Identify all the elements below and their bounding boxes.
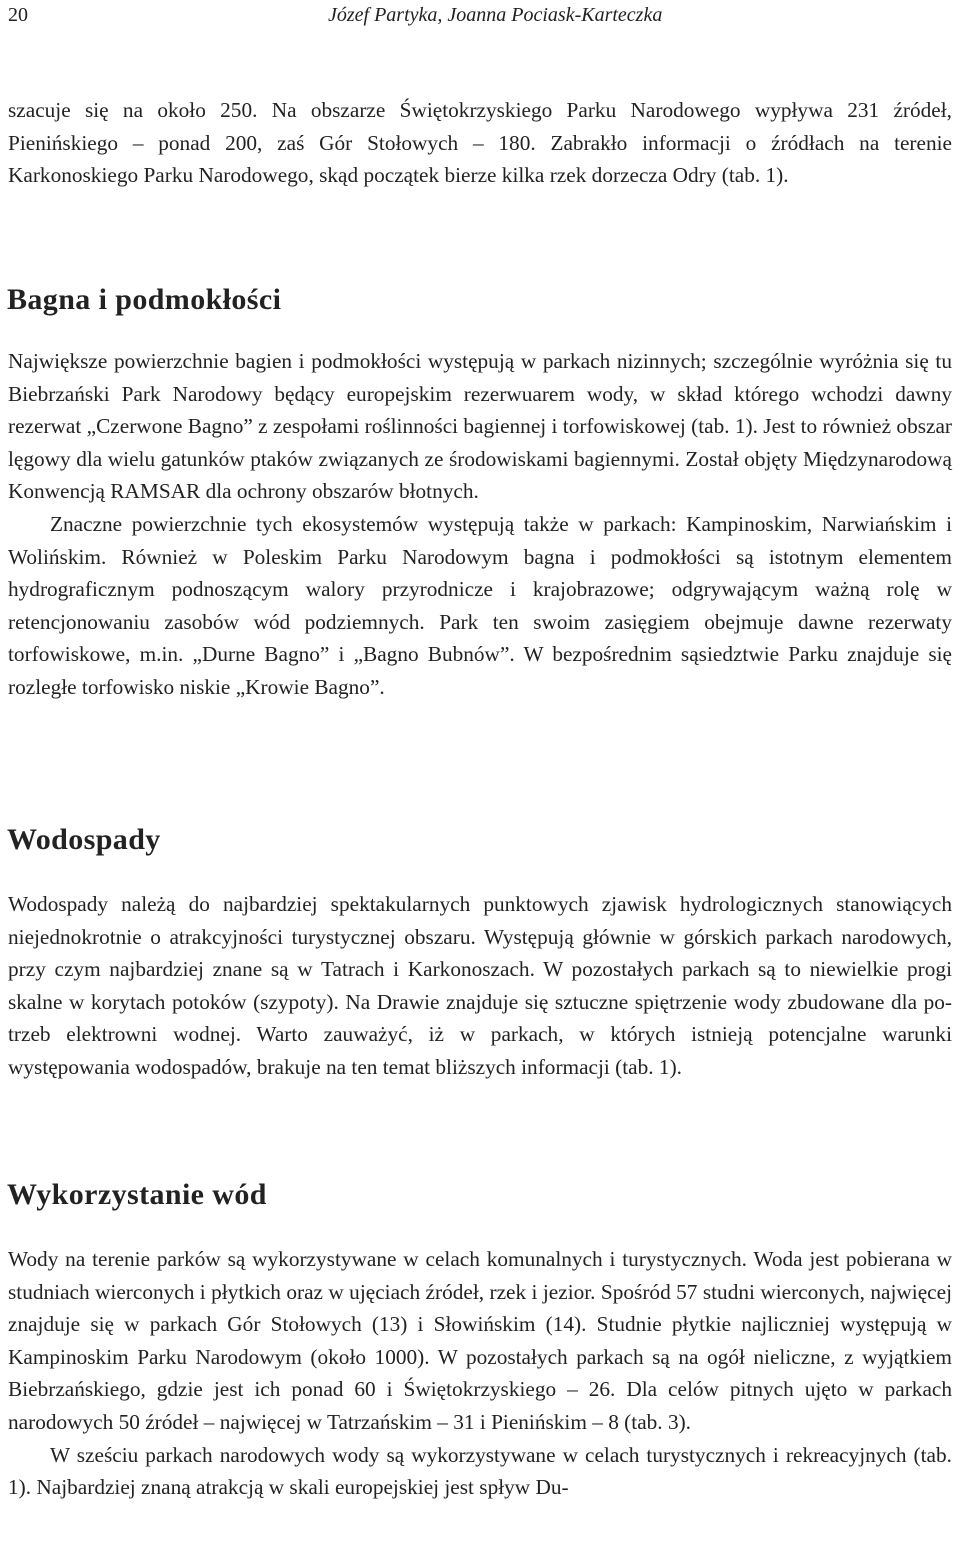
section-heading-wodospady: Wodospady: [7, 823, 161, 856]
paragraph: Wody na terenie parków są wykorzystywane w celach komunalnych i turystycznych. Woda jest pobierana w studniach wierconych i płytkich oraz w ujęciach źródeł, rzek i jezior. Spośród 57 studni wierconych, najwięcej znajduje się w parkach Gór Stołowych (13) i Słowińskim (14). Studnie płytkie najliczniej występują w Kampinoskim Parku Narodowym (około 1000). W pozostałych parkach są na ogół nieliczne, z wyjątkiem Biebrzańskiego, gdzie jest ich ponad 60 i Świętokrzyskiego – 26. Dla celów pitnych ujęto w parkach narodowych 50 źródeł – najwięcej w Tatrzańskim – 31 i Pienińskim – 8 (tab. 3).: [8, 1247, 952, 1434]
intro-text: [8, 94, 952, 192]
section-heading-bagna: Bagna i podmokłości: [7, 283, 282, 316]
section-heading-wykorzystanie-wod: Wykorzystanie wód: [7, 1178, 267, 1211]
paragraph: Znaczne powierzchnie tych ekosystemów występują także w parkach: Kampinoskim, Narwiańskim i Wolińskim. Również w Poleskim Parku Narodowym bagna i podmokłości są istotnym elementem hydrograficznym podnoszącym walory przyrodnicze i krajobrazowe; odgrywającym ważną rolę w retencjonowaniu zasobów wód podziemnych. Park ten swoim zasięgiem obejmuje dawne rezerwaty torfowiskowe, m.in. „Durne Bagno” i „Bagno Bubnów”. W bezpośrednim sąsiedztwie Parku znajduje się rozległe torfowisko niskie „Krowie Bagno”.: [8, 511, 952, 699]
paragraph: Wodospady należą do najbardziej spektakularnych punktowych zjawisk hydrologicznych stanowiących niejednokrotnie o atrakcyjności turystycznej obszaru. Występują głównie w górskich parkach narodowych, przy czym najbardziej znane są w Tatrach i Karkonoszach. W pozostałych parkach są to niewielkie progi skalne w korytach potoków (szypoty). Na Drawie znajduje się sztuczne spiętrzenie wody zbudowane dla potrzeb elektrowni wodnej. Warto zauważyć, iż w parkach, w których istnieją potencjalne warunki występowania wodospadów, brakuje na ten temat bliższych informacji (tab. 1).: [8, 892, 952, 1079]
section-body-bagna: [8, 345, 952, 704]
paragraph: szacuje się na około 250. Na obszarze Świętokrzyskiego Parku Narodowego wypływa 231 źródeł, Pienińskiego – ponad 200, zaś Gór Stołowych – 180. Zabrakło informacji o źródłach na terenie Karkonoskiego Parku Narodowego, skąd początek bierze kilka rzek dorzecza Odry (tab. 1).: [8, 98, 952, 188]
page-number: 20: [8, 4, 28, 26]
section-body-wodospady: [8, 888, 952, 1084]
running-header: [8, 2, 952, 28]
section-body-wykorzystanie-wod: [8, 1243, 952, 1504]
paragraph: Największe powierzchnie bagien i podmokłości występują w parkach nizinnych; szczególnie wyróżnia się tu Biebrzański Park Narodowy będący europejskim rezerwuarem wody, w skład którego wchodzi dawny rezerwat „Czerwone Bagno” z zespołami roślinności bagiennej i torfowiskowej (tab. 1). Jest to również obszar lęgowy dla wielu gatunków ptaków związanych ze środowiskami bagiennymi. Został objęty Międzynarodową Konwencją RAMSAR dla ochrony obszarów błotnych.: [8, 349, 952, 504]
paragraph: W sześciu parkach narodowych wody są wykorzystywane w celach turystycznych i rekreacyjnych (tab. 1). Najbardziej znaną atrakcją w skali europejskiej jest spływ Du-: [8, 1442, 952, 1500]
running-header-authors: Józef Partyka, Joanna Pociask-Karteczka: [328, 4, 663, 26]
